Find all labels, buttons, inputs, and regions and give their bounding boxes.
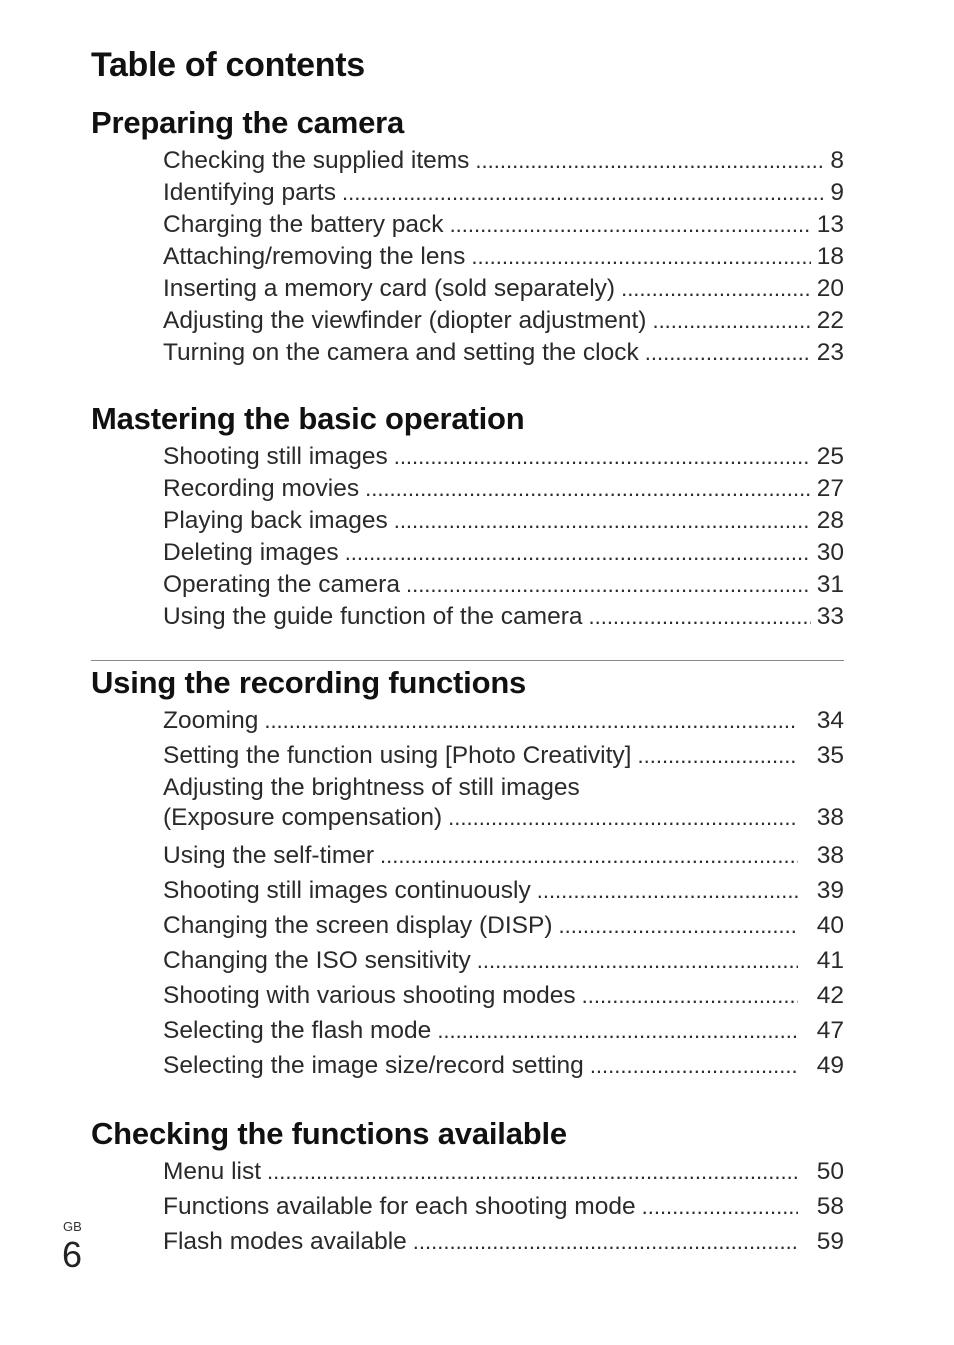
dot-leader — [345, 537, 811, 569]
entry-label: Charging the battery pack — [163, 211, 444, 238]
page-locale-label: GB — [63, 1219, 82, 1234]
toc-entry[interactable] — [163, 838, 844, 873]
toc-entry[interactable] — [163, 773, 844, 838]
dot-leader — [394, 505, 811, 537]
toc-entry[interactable] — [163, 1048, 844, 1083]
entry-label: Adjusting the viewfinder (diopter adjustment) — [163, 307, 647, 334]
toc-entry[interactable] — [163, 601, 844, 633]
toc-entry[interactable] — [163, 908, 844, 943]
dot-leader — [448, 803, 798, 833]
entry-label: Shooting still images continuously — [163, 877, 531, 904]
toc-entry[interactable] — [163, 978, 844, 1013]
section-title: Preparing the camera — [91, 105, 405, 140]
entry-page: 50 — [816, 1158, 844, 1185]
toc-entry[interactable] — [163, 537, 844, 569]
toc-entry[interactable] — [163, 337, 844, 369]
entry-page: 23 — [816, 339, 844, 366]
section-preparing-the-camera — [91, 105, 844, 369]
entry-label: Using the self-timer — [163, 842, 375, 869]
entry-label: Selecting the flash mode — [163, 1017, 432, 1044]
dot-leader — [475, 145, 824, 177]
entry-label: Changing the ISO sensitivity — [163, 947, 471, 974]
entry-label: Operating the camera — [163, 571, 400, 598]
entry-page: 30 — [816, 539, 844, 566]
entry-page: 20 — [816, 275, 844, 302]
dot-leader — [380, 838, 798, 873]
section-divider — [91, 660, 844, 661]
entry-label: Using the guide function of the camera — [163, 603, 583, 630]
dot-leader — [537, 873, 798, 908]
section-checking-the-functions-available — [91, 1116, 844, 1259]
entry-label-continued: (Exposure compensation) — [163, 804, 443, 831]
entry-label: Inserting a memory card (sold separately) — [163, 275, 616, 302]
entry-label: Setting the function using [Photo Creativity] — [163, 742, 632, 769]
toc-entry[interactable] — [163, 273, 844, 305]
toc-entry[interactable] — [163, 209, 844, 241]
entry-page: 27 — [816, 475, 844, 502]
dot-leader — [267, 1154, 798, 1189]
entry-page: 31 — [816, 571, 844, 598]
toc-entry[interactable] — [163, 1154, 844, 1189]
entry-page: 38 — [816, 842, 844, 869]
entry-page: 33 — [816, 603, 844, 630]
toc-entry[interactable] — [163, 738, 844, 773]
entry-page: 9 — [830, 179, 844, 206]
toc-entry[interactable] — [163, 473, 844, 505]
dot-leader — [477, 943, 798, 978]
entry-page: 13 — [816, 211, 844, 238]
dot-leader — [406, 569, 811, 601]
section-title: Mastering the basic operation — [91, 401, 525, 436]
dot-leader — [450, 209, 811, 241]
entry-label: Shooting with various shooting modes — [163, 982, 576, 1009]
toc-entry[interactable] — [163, 873, 844, 908]
entry-label: Playing back images — [163, 507, 388, 534]
toc-entry[interactable] — [163, 441, 844, 473]
entry-page: 41 — [816, 947, 844, 974]
toc-entry[interactable] — [163, 943, 844, 978]
dot-leader — [582, 978, 798, 1013]
entry-label: Identifying parts — [163, 179, 336, 206]
dot-leader — [471, 241, 810, 273]
dot-leader — [642, 1189, 798, 1224]
toc-entry[interactable] — [163, 703, 844, 738]
dot-leader — [342, 177, 824, 209]
entry-page: 25 — [816, 443, 844, 470]
dot-leader — [588, 601, 810, 633]
toc-entry[interactable] — [163, 1189, 844, 1224]
entry-page: 40 — [816, 912, 844, 939]
dot-leader — [264, 703, 798, 738]
entry-label: Attaching/removing the lens — [163, 243, 466, 270]
dot-leader — [437, 1013, 798, 1048]
dot-leader — [590, 1048, 798, 1083]
entry-page: 38 — [816, 804, 844, 831]
toc-entry[interactable] — [163, 1013, 844, 1048]
entry-page: 47 — [816, 1017, 844, 1044]
entry-label: Menu list — [163, 1158, 262, 1185]
entry-label: Adjusting the brightness of still images — [163, 774, 580, 801]
dot-leader — [638, 738, 799, 773]
dot-leader — [394, 441, 811, 473]
page-number: 6 — [62, 1234, 83, 1275]
entry-label: Checking the supplied items — [163, 147, 470, 174]
toc-entries — [163, 703, 844, 1083]
toc-entries — [163, 441, 844, 633]
toc-entry[interactable] — [163, 1224, 844, 1259]
entry-label: Recording movies — [163, 475, 360, 502]
toc-entry[interactable] — [163, 177, 844, 209]
dot-leader — [621, 273, 811, 305]
toc-entry[interactable] — [163, 241, 844, 273]
toc-entry[interactable] — [163, 305, 844, 337]
entry-label: Shooting still images — [163, 443, 388, 470]
toc-entry[interactable] — [163, 505, 844, 537]
section-title: Checking the functions available — [91, 1116, 567, 1151]
entry-label: Changing the screen display (DISP) — [163, 912, 553, 939]
entry-page: 18 — [816, 243, 844, 270]
toc-entries — [163, 1154, 844, 1259]
entry-page: 22 — [816, 307, 844, 334]
entry-page: 49 — [816, 1052, 844, 1079]
entry-label: Zooming — [163, 707, 259, 734]
section-title: Using the recording functions — [91, 665, 527, 700]
section-mastering-the-basic-operation — [91, 401, 844, 633]
entry-page: 42 — [816, 982, 844, 1009]
dot-leader — [365, 473, 811, 505]
dot-leader — [558, 908, 798, 943]
dot-leader — [645, 337, 811, 369]
entry-page: 35 — [816, 742, 844, 769]
toc-entries — [163, 145, 844, 369]
entry-page: 34 — [816, 707, 844, 734]
entry-label: Deleting images — [163, 539, 339, 566]
entry-page: 8 — [830, 147, 844, 174]
page-title: Table of contents — [91, 46, 365, 84]
entry-page: 58 — [816, 1193, 844, 1220]
entry-page: 28 — [816, 507, 844, 534]
section-using-the-recording-functions — [91, 665, 844, 1083]
entry-label: Functions available for each shooting mode — [163, 1193, 636, 1220]
toc-entry[interactable] — [163, 569, 844, 601]
entry-page: 39 — [816, 877, 844, 904]
entry-label: Turning on the camera and setting the clock — [163, 339, 639, 366]
toc-entry[interactable] — [163, 145, 844, 177]
entry-label: Flash modes available — [163, 1228, 407, 1255]
dot-leader — [413, 1224, 798, 1259]
entry-label: Selecting the image size/record setting — [163, 1052, 584, 1079]
dot-leader — [652, 305, 810, 337]
entry-page: 59 — [816, 1228, 844, 1255]
